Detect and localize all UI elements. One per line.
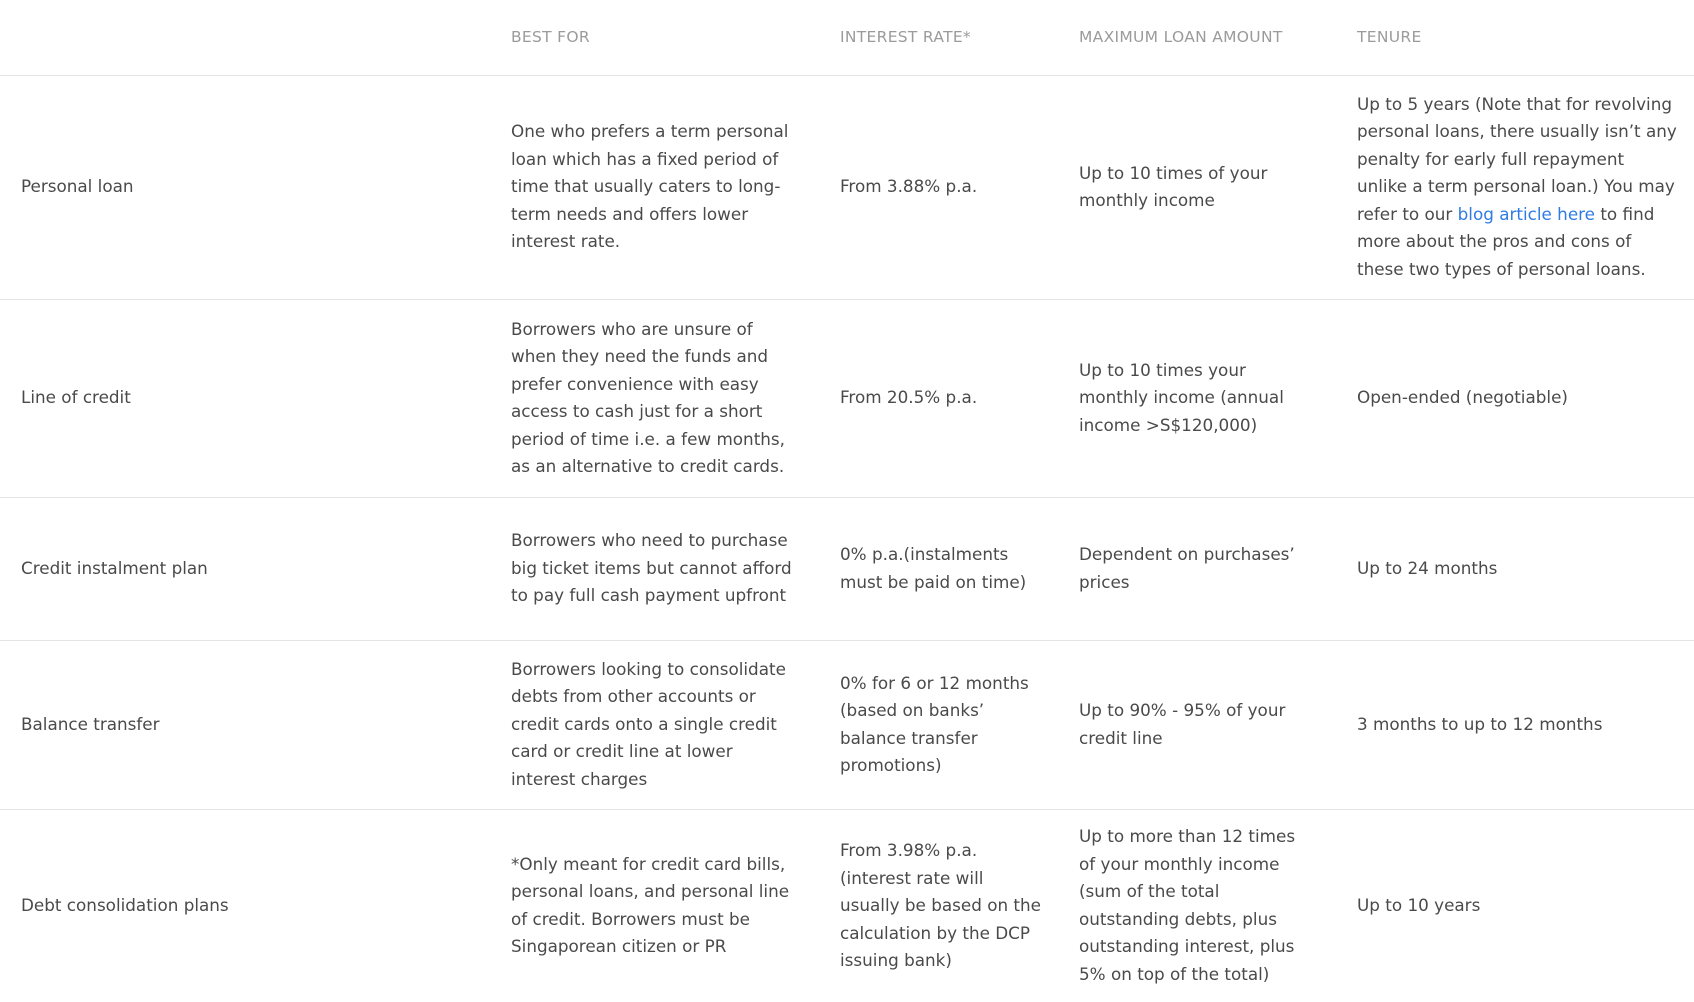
max-amount-cell: Up to more than 12 times of your monthly income (sum of the total outstanding debts, plus outstanding interest, plus 5% on top of the total) [1079, 826, 1296, 984]
header-best-for: BEST FOR [489, 0, 818, 75]
interest-rate-cell: From 3.98% p.a. (interest rate will usually be based on the calculation by the DCP issuing bank) [840, 840, 1041, 970]
tenure-cell [1335, 75, 1694, 299]
best-for-cell: Borrowers looking to consolidate debts from other accounts or credit cards onto a single credit card or credit line at lower interest charges [489, 640, 818, 809]
header-loan-type [0, 0, 489, 75]
interest-rate-cell: 0% for 6 or 12 months (based on banks’ balance transfer promotions) [818, 640, 1057, 809]
max-amount-cell: Dependent on purchases’ prices [1057, 497, 1335, 640]
loan-type-cell: Line of credit [0, 299, 489, 497]
header-tenure: TENURE [1335, 0, 1694, 75]
header-interest-rate: INTEREST RATE* [818, 0, 1057, 75]
tenure-cell: Up to 10 years [1357, 895, 1481, 915]
loan-type-cell: Balance transfer [0, 640, 489, 809]
max-amount-cell: Up to 10 times your monthly income (annual income >S$120,000) [1057, 299, 1335, 497]
tenure-cell: Up to 24 months [1335, 497, 1694, 640]
tenure-cell: 3 months to up to 12 months [1335, 640, 1694, 809]
max-amount-cell: Up to 10 times of your monthly income [1057, 75, 1335, 299]
best-for-cell: *Only meant for credit card bills, personal loans, and personal line of credit. Borrowers must be Singaporean citizen or PR [511, 853, 790, 957]
table-row-debt-consolidation-plans [0, 809, 1694, 1002]
loan-type-cell: Personal loan [0, 75, 489, 299]
interest-rate-cell: 0% p.a.(instalments must be paid on time) [818, 497, 1057, 640]
table-row-line-of-credit [0, 299, 1694, 497]
table-row-credit-instalment-plan [0, 497, 1694, 640]
table-row-personal-loan [0, 75, 1694, 299]
header-maximum-loan-amount: MAXIMUM LOAN AMOUNT [1057, 0, 1335, 75]
blog-article-link[interactable]: blog article here [1457, 203, 1595, 224]
best-for-cell: Borrowers who need to purchase big ticket items but cannot afford to pay full cash payment upfront [489, 497, 818, 640]
table-row-balance-transfer [0, 640, 1694, 809]
table-header-row [0, 0, 1694, 75]
best-for-cell: Borrowers who are unsure of when they need the funds and prefer convenience with easy access to cash just for a short period of time i.e. a few months, as an alternative to credit cards. [489, 299, 818, 497]
max-amount-cell: Up to 90% - 95% of your credit line [1057, 640, 1335, 809]
loan-type-cell: Debt consolidation plans [21, 895, 229, 915]
best-for-cell: One who prefers a term personal loan which has a fixed period of time that usually caters to long-term needs and offers lower interest rate. [489, 75, 818, 299]
loan-type-cell: Credit instalment plan [0, 497, 489, 640]
interest-rate-cell: From 20.5% p.a. [818, 299, 1057, 497]
interest-rate-cell: From 3.88% p.a. [818, 75, 1057, 299]
tenure-text-after: to find more about the pros and cons of these two types of personal loans. [1357, 203, 1655, 279]
tenure-text-before: Up to 5 years (Note that for revolving personal loans, there usually isn’t any penalty for early full repayment unlike a term personal loan.) You may refer to our [1357, 93, 1677, 224]
tenure-cell: Open-ended (negotiable) [1335, 299, 1694, 497]
